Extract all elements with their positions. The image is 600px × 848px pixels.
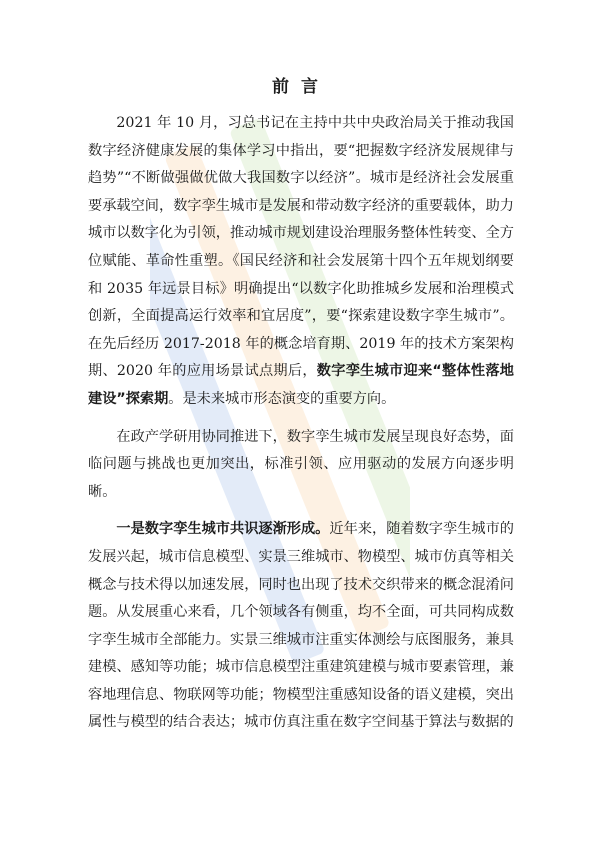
paragraph-1	[88, 110, 514, 414]
paragraph-3	[88, 516, 514, 737]
paragraph-1-bold: 数字孪生城市迎来“整体性落地建设”探索期	[88, 363, 514, 407]
page-title: 前言	[272, 77, 330, 97]
paragraph-3-heading: 一是数字孪生城市共识逐渐形成。	[116, 521, 330, 538]
paragraph-1-text-a: 2021 年 10 月，习总书记在主持中共中央政治局关于推动我国数字经济健康发展的集体学习中指出，要“把握数字经济发展规律与趋势”“不断做强做优做大我国数字以经济”。城市是经济社会发展重要承载空间，数字孪生城市是发展和带动数字经济的重要载体，助力城市以数字化为引领，推动城市规划建设治理服务整体性转变、全方位赋能、革命性重塑。《国民经济和社会发展第十四个五年规划纲要和 2035 年远景目标》明确提出“以数字化助推城乡发展和治理模式创新，全面提高运行效率和宜居度”，要“探索建设数字孪生城市”。在先后经历 2017-2018 年的概念培育期、2019 年的技术方案架构期、2020 年的应用场景试点期后，	[88, 115, 514, 380]
paragraph-1-text-b: 。是未来城市形态演变的重要方向。	[168, 390, 396, 407]
document-page	[88, 62, 514, 737]
paragraph-3-text: 近年来，随着数字孪生城市的发展兴起，城市信息模型、实景三维城市、物模型、城市仿真等相关概念与技术得以加速发展，同时也出现了技术交织带来的概念混淆问题。从发展重心来看，几个领域各有侧重，均不全面，可共同构成数字孪生城市全部能力。实景三维城市注重实体测绘与底图服务，兼具建模、感知等功能；城市信息模型注重建筑建模与城市要素管理，兼容地理信息、物联网等功能；物模型注重感知设备的语义建模，突出属性与模型的结合表达；城市仿真注重在数字空间基于算法与数据的	[88, 521, 514, 731]
paragraph-2: 在政产学研用协同推进下，数字孪生城市发展呈现良好态势，面临问题与挑战也更加突出，标准引领、应用驱动的发展方向逐步明晰。	[88, 428, 514, 500]
